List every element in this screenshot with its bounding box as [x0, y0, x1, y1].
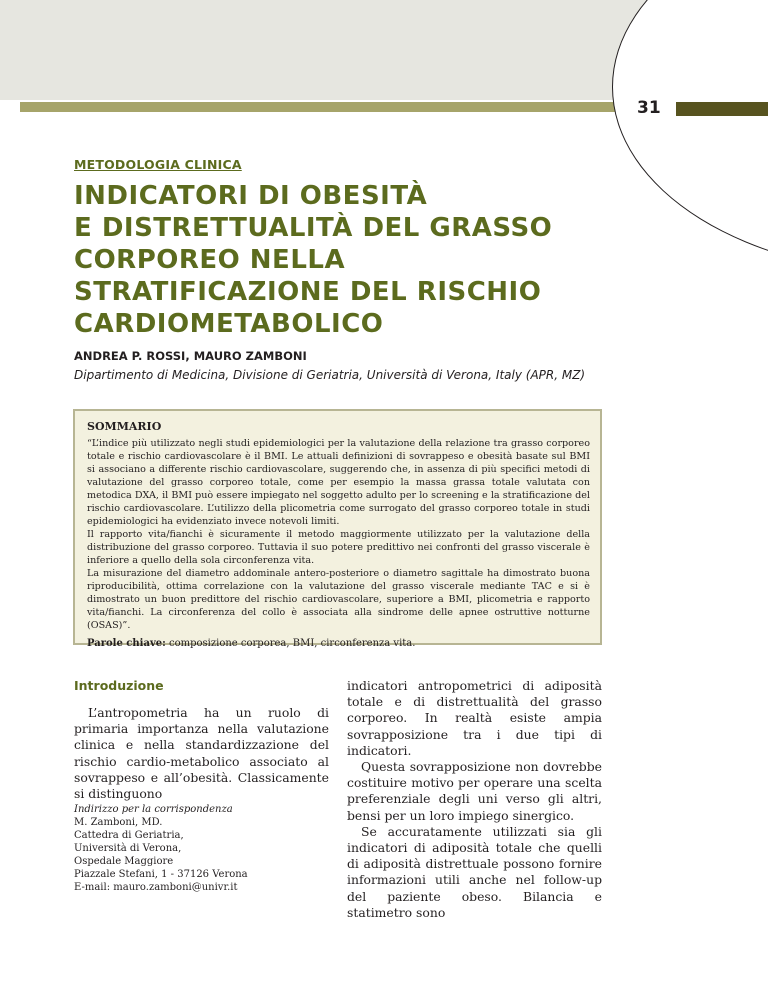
summary-paragraph: “L’indice più utilizzato negli studi epidemiologici per la valutazione della relazione tra grasso corporeo totale e rischio cardiovascolare è il BMI. Le attuali definizioni di sovrappeso e obesità basate sul BMI si associano a differente rischio cardiovascolare, suggerendo che, in assenza di più specifici metodi di valutazione del grasso corporeo totale, come per esempio la massa grassa totale valutata con metodica DXA, il BMI può essere impiegato nel soggetto adulto per lo screening e la stratificazione del rischio cardiovascolare. L’utilizzo della plicometria come surrogato del grasso corporeo totale in studi epidemiologici ha evidenziato invece notevoli limiti.: [87, 438, 590, 527]
summary-box: [73, 409, 602, 649]
correspondence-email: E-mail: mauro.zamboni@univr.it: [74, 882, 238, 893]
title-line: STRATIFICAZIONE DEL RISCHIO: [74, 277, 542, 307]
body-paragraph: L’antropometria ha un ruolo di primaria importanza nella valutazione clinica e nella standardizzazione del rischio cardio-metabolico associato al sovrappeso e all’obesità. Classicamente si distinguono: [74, 705, 329, 802]
correspondence-line: Piazzale Stefani, 1 - 37126 Verona: [74, 869, 248, 880]
page-number: 31: [637, 98, 661, 118]
summary-paragraph: La misurazione del diametro addominale antero-posteriore o diametro sagittale ha dimostrato buona riproducibilità, ottima correlazione con la valutazione del grasso viscerale mediante TAC e si è dimostrato un buon predittore del rischio cardiovascolare, superiore a BMI, plicometria e rapporto vita/fianchi. La circonferenza del collo è associata alla sindrome delle apnee ostruttive notturne (OSAS)”.: [87, 568, 590, 631]
correspondence-line: Ospedale Maggiore: [74, 856, 174, 867]
correspondence-line: Università di Verona,: [74, 843, 182, 854]
section-label: METODOLOGIA CLINICA: [74, 157, 242, 172]
left-column: [74, 678, 329, 802]
correspondence-line: Cattedra di Geriatria,: [74, 830, 184, 841]
body-paragraph: Questa sovrapposizione non dovrebbe costituire motivo per operare una scelta preferenziale degli uni verso gli altri, bensi per un loro impiego sinergico.: [347, 759, 602, 823]
keywords: [87, 637, 590, 650]
body-paragraph: Se accuratamente utilizzati sia gli indicatori di adiposità totale che quelli di adiposità distrettuale possono fornire informazioni utili anche nel follow-up del paziente obeso. Bilancia e statimetro sono: [347, 823, 602, 920]
body-paragraph: indicatori antropometrici di adiposità totale e di distrettualità del grasso corporeo. In realtà esiste ampia sovrapposizione tra i due tipi di indicatori.: [347, 678, 602, 758]
intro-heading: Introduzione: [74, 678, 164, 693]
title-line: E DISTRETTUALITÀ DEL GRASSO: [74, 213, 553, 243]
title-line: INDICATORI DI OBESITÀ: [74, 181, 428, 211]
keywords-text: composizione corporea, BMI, circonferenza vita.: [165, 638, 416, 649]
correspondence-block: [74, 803, 329, 894]
title-line: CARDIOMETABOLICO: [74, 309, 384, 339]
page-number-bar: [676, 102, 768, 116]
title-line: CORPOREO NELLA: [74, 245, 346, 275]
summary-heading: SOMMARIO: [87, 420, 162, 433]
article-title: [74, 180, 634, 340]
summary-paragraph: Il rapporto vita/fianchi è sicuramente il metodo maggiormente utilizzato per la valutazione della distribuzione del grasso corporeo. Tuttavia il suo potere predittivo nei confronti del grasso viscerale è inferiore a quello della sola circonferenza vita.: [87, 529, 590, 566]
keywords-label: Parole chiave:: [87, 638, 166, 649]
correspondence-heading: Indirizzo per la corrispondenza: [74, 804, 233, 815]
right-column: [347, 678, 602, 921]
authors: ANDREA P. ROSSI, MAURO ZAMBONI: [74, 349, 307, 363]
affiliation: Dipartimento di Medicina, Divisione di Geriatria, Università di Verona, Italy (APR, MZ): [74, 368, 586, 382]
correspondence-line: M. Zamboni, MD.: [74, 817, 163, 828]
header-stripe: [20, 102, 632, 112]
corner-arc-decoration: [612, 0, 768, 274]
